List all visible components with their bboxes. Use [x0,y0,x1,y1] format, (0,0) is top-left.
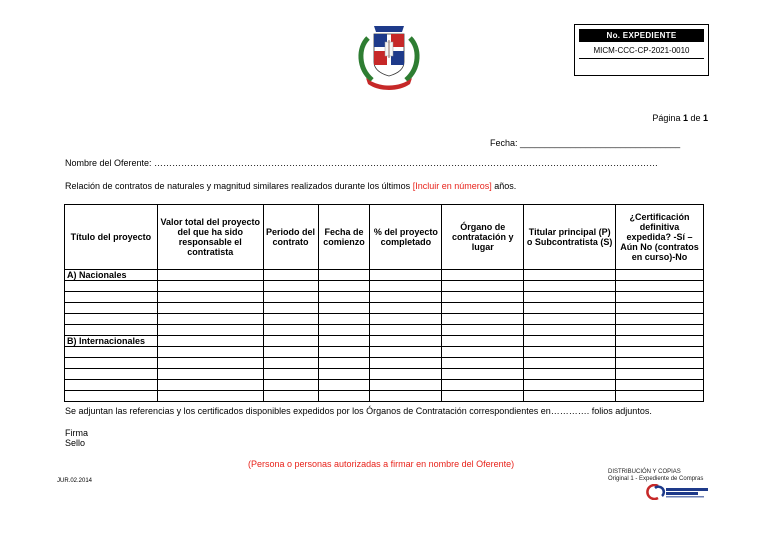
table-cell[interactable] [524,358,616,369]
table-cell[interactable] [263,391,318,402]
col-periodo: Periodo del contrato [263,205,318,270]
distribucion-label: DISTRIBUCIÓN Y COPIAS [608,469,681,475]
table-cell[interactable] [318,358,370,369]
table-cell[interactable] [616,380,704,391]
table-cell[interactable] [442,314,524,325]
table-cell[interactable] [65,325,158,336]
relacion-highlight: [Incluir en números] [412,181,492,191]
table-cell[interactable] [157,270,263,281]
table-cell[interactable] [370,292,442,303]
table-cell[interactable] [524,336,616,347]
table-cell[interactable] [616,347,704,358]
table-cell[interactable] [442,270,524,281]
table-cell[interactable] [263,358,318,369]
table-cell[interactable] [318,369,370,380]
relacion-before: Relación de contratos de naturales y magnitud similares realizados durante los últimos [65,181,413,191]
table-cell[interactable] [442,369,524,380]
table-cell[interactable] [318,391,370,402]
table-cell[interactable] [318,347,370,358]
section-row-nacionales [65,270,704,281]
table-cell[interactable] [442,358,524,369]
table-cell[interactable] [263,270,318,281]
table-cell[interactable] [318,270,370,281]
col-fecha-comienzo: Fecha de comienzo [318,205,370,270]
table-cell[interactable] [65,314,158,325]
table-cell[interactable] [442,391,524,402]
table-cell[interactable] [616,270,704,281]
table-cell[interactable] [616,358,704,369]
table-cell[interactable] [263,314,318,325]
table-cell[interactable] [524,391,616,402]
table-cell[interactable] [263,347,318,358]
table-cell[interactable] [370,380,442,391]
expediente-number: MICM-CCC-CP-2021-0010 [593,46,690,55]
table-cell[interactable] [157,347,263,358]
table-row [65,391,704,402]
distribucion-block [608,469,703,483]
table-header-row [65,205,704,270]
table-cell[interactable] [318,314,370,325]
table-cell[interactable] [370,303,442,314]
table-cell[interactable] [616,391,704,402]
contracts-table [64,204,704,402]
table-cell[interactable] [318,292,370,303]
table-cell[interactable] [65,303,158,314]
table-cell[interactable] [616,281,704,292]
table-cell[interactable] [157,358,263,369]
table-cell[interactable] [616,314,704,325]
table-cell[interactable] [65,281,158,292]
table-cell[interactable] [442,347,524,358]
coat-of-arms-icon [354,18,424,90]
footer-code: JUR.02.2014 [57,478,93,484]
table-cell[interactable] [370,358,442,369]
table-cell[interactable] [616,336,704,347]
page-current: 1 [682,113,688,123]
col-organo: Órgano de contratación y lugar [442,205,524,270]
table-cell[interactable] [616,292,704,303]
page-prefix: Página [652,113,683,123]
original-label: Original 1 - Expediente de Compras [608,476,704,482]
table-cell[interactable] [524,314,616,325]
table-cell[interactable] [65,347,158,358]
table-row [65,281,704,292]
table-cell[interactable] [157,336,263,347]
table-cell[interactable] [318,281,370,292]
table-row [65,303,704,314]
table-body [65,270,704,402]
table-cell[interactable] [524,380,616,391]
table-cell[interactable] [263,281,318,292]
table-cell[interactable] [616,325,704,336]
table-cell[interactable] [370,325,442,336]
table-cell[interactable] [65,358,158,369]
table-cell[interactable] [318,336,370,347]
table-cell[interactable] [442,336,524,347]
col-titular: Titular principal (P) o Subcontratista (S) [524,205,616,270]
table-cell[interactable] [157,369,263,380]
table-cell[interactable] [524,281,616,292]
table-cell[interactable] [524,347,616,358]
table-cell[interactable] [157,303,263,314]
table-cell[interactable] [65,380,158,391]
relacion-after: años. [491,181,517,191]
table-row [65,358,704,369]
relacion-text [65,181,516,192]
table-row [65,314,704,325]
table-cell[interactable] [318,380,370,391]
nombre-oferente-field[interactable]: Nombre del Oferente: …………………………………………………………………………………………………………………………………………………… [65,158,659,168]
sello-label: Sello [65,438,86,448]
table-cell[interactable] [370,270,442,281]
section-nacionales-label: A) Nacionales [65,270,158,281]
table-cell[interactable] [370,369,442,380]
table-cell[interactable] [442,292,524,303]
table-cell[interactable] [524,369,616,380]
page-number [600,113,708,124]
table-cell[interactable] [157,281,263,292]
table-cell[interactable] [318,325,370,336]
table-cell[interactable] [263,336,318,347]
table-cell[interactable] [442,303,524,314]
table-cell[interactable] [157,380,263,391]
table-cell[interactable] [157,325,263,336]
table-cell[interactable] [370,336,442,347]
col-titulo: Título del proyecto [65,205,158,270]
table-row [65,292,704,303]
table-cell[interactable] [370,281,442,292]
table-cell[interactable] [524,292,616,303]
expediente-label: No. EXPEDIENTE [579,29,704,42]
table-cell[interactable] [616,369,704,380]
table-cell[interactable] [157,314,263,325]
table-cell[interactable] [370,314,442,325]
table-cell[interactable] [157,292,263,303]
section-row-internacionales [65,336,704,347]
table-cell[interactable] [524,325,616,336]
table-cell[interactable] [263,380,318,391]
col-certificacion: ¿Certificación definitiva expedida? -Sí –Aún No (contratos en curso)-No [616,205,704,270]
table-cell[interactable] [370,347,442,358]
table-cell[interactable] [65,369,158,380]
page-middle: de [687,113,703,123]
expediente-underline [579,58,704,59]
table-cell[interactable] [65,292,158,303]
table-cell[interactable] [442,281,524,292]
col-porcentaje: % del proyecto completado [370,205,442,270]
page-total: 1 [702,113,708,123]
section-internacionales-label: B) Internacionales [65,336,158,347]
col-valor: Valor total del proyecto del que ha sido responsable el contratista [157,205,263,270]
table-row [65,369,704,380]
persona-autorizada-note: (Persona o personas autorizadas a firmar en nombre del Oferente) [248,459,515,469]
table-cell[interactable] [263,325,318,336]
table-cell[interactable] [616,303,704,314]
table-row [65,347,704,358]
table-cell[interactable] [65,391,158,402]
table-row [65,325,704,336]
fecha-field[interactable]: Fecha: ________________________________ [490,138,681,148]
table-cell[interactable] [524,303,616,314]
table-cell[interactable] [263,369,318,380]
table-cell[interactable] [157,391,263,402]
dgcp-logo-icon [646,484,710,500]
table-cell[interactable] [263,303,318,314]
table-cell[interactable] [263,292,318,303]
firma-label: Firma [65,428,88,438]
adjuntan-text: Se adjuntan las referencias y los certificados disponibles expedidos por los Órganos de Contratación correspondientes en…………. folios adjuntos. [65,406,652,416]
table-cell[interactable] [442,325,524,336]
table-cell[interactable] [370,391,442,402]
expediente-box [574,24,709,76]
table-row [65,380,704,391]
table-cell[interactable] [524,270,616,281]
table-cell[interactable] [318,303,370,314]
table-cell[interactable] [442,380,524,391]
